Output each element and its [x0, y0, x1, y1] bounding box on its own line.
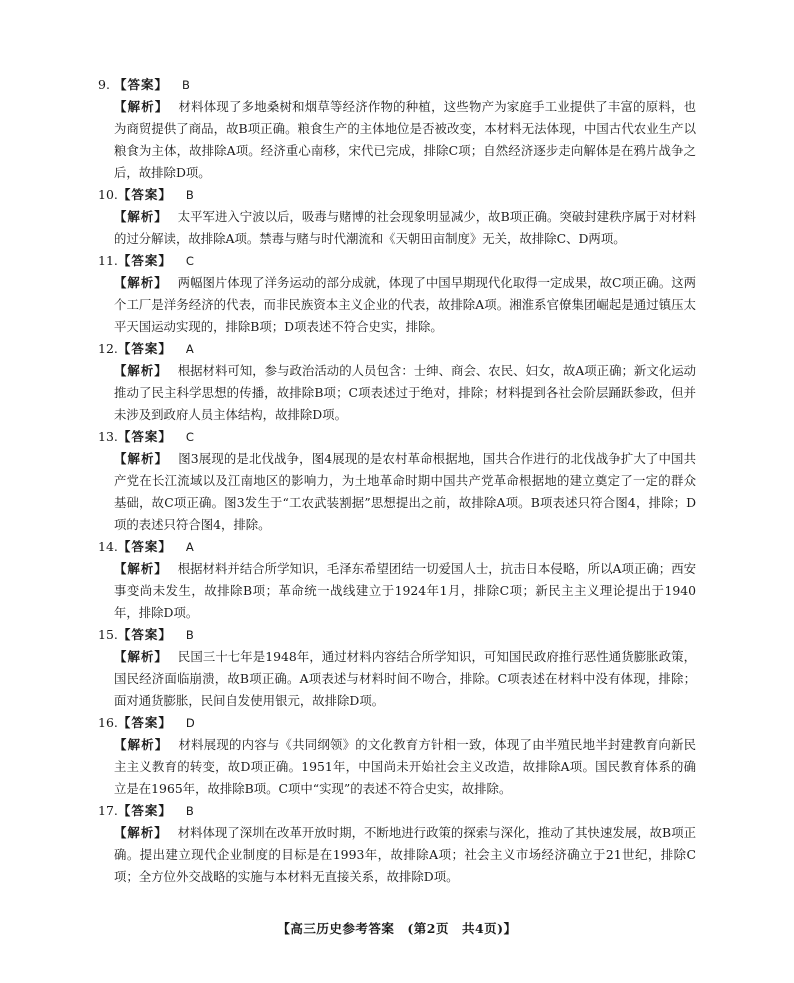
- explanation-tag: 【解析】: [114, 649, 168, 664]
- question-item: [98, 338, 696, 426]
- page-footer: 【高三历史参考答案 (第2页 共4页)】: [277, 921, 517, 936]
- question-number: 11.: [98, 253, 118, 268]
- answer-value: A: [185, 540, 194, 554]
- answer-line: [98, 426, 696, 448]
- explanation-tag: 【解析】: [114, 737, 169, 752]
- answer-line: [98, 624, 696, 646]
- question-number: 13.: [98, 429, 118, 444]
- question-number: 16.: [98, 715, 118, 730]
- explanation: [98, 734, 696, 800]
- explanation-tag: 【解析】: [114, 561, 168, 576]
- answer-tag: 【答案】: [117, 627, 172, 642]
- answer-tag: 【答案】: [117, 429, 172, 444]
- answer-tag: 【答案】: [117, 187, 172, 202]
- answer-line: [98, 712, 696, 734]
- answer-value: C: [185, 254, 194, 268]
- question-number: 14.: [98, 539, 118, 554]
- explanation-text: 太平军进入宁波以后，吸毒与赌博的社会现象明显减少，故B项正确。突破封建秩序属于对材料的过分解读，故排除A项。禁毒与赌与时代潮流和《天朝田亩制度》无关，故排除C、D两项。: [114, 209, 697, 246]
- question-number: 10.: [98, 187, 118, 202]
- answer-line: [98, 800, 696, 822]
- explanation-text: 材料展现的内容与《共同纲领》的文化教育方针相一致，体现了由半殖民地半封建教育向新民主主义教育的转变，故D项正确。1951年，中国尚未开始社会主义改造，故排除A项。国民教育体系的确立是在1965年，故排除B项。C项中“实现”的表述不符合史实，故排除。: [114, 737, 697, 796]
- answer-value: B: [182, 78, 190, 92]
- question-item: [98, 536, 696, 624]
- question-number: 12.: [98, 341, 118, 356]
- question-item: [98, 426, 696, 536]
- explanation-text: 材料体现了深圳在改革开放时期，不断地进行政策的探索与深化，推动了其快速发展，故B项正确。提出建立现代企业制度的目标是在1993年，故排除A项；社会主义市场经济确立于21世纪，排除C项；全方位外交战略的实施与本材料无直接关系，故排除D项。: [114, 825, 697, 884]
- explanation-tag: 【解析】: [114, 451, 169, 466]
- answer-line: [98, 338, 696, 360]
- explanation: [98, 206, 696, 250]
- explanation-tag: 【解析】: [114, 825, 168, 840]
- answer-tag: 【答案】: [117, 715, 172, 730]
- question-item: [98, 712, 696, 800]
- explanation-tag: 【解析】: [114, 275, 168, 290]
- explanation: [98, 96, 696, 184]
- answer-tag: 【答案】: [117, 539, 172, 554]
- explanation: [98, 272, 696, 338]
- question-item: [98, 800, 696, 888]
- answer-tag: 【答案】: [114, 77, 169, 92]
- question-item: [98, 74, 696, 184]
- question-item: [98, 184, 696, 250]
- answer-line: [98, 250, 696, 272]
- answer-tag: 【答案】: [117, 253, 172, 268]
- answer-line: [98, 184, 696, 206]
- answer-tag: 【答案】: [117, 803, 172, 818]
- explanation-text: 根据材料可知，参与政治活动的人员包含：士绅、商会、农民、妇女，故A项正确；新文化运动推动了民主科学思想的传播，故排除B项；C项表述过于绝对，排除；材料提到各社会阶层踊跃参政，但并未涉及到政府人员主体结构，故排除D项。: [114, 363, 697, 422]
- answer-value: B: [185, 188, 194, 202]
- explanation-tag: 【解析】: [114, 363, 168, 378]
- answer-value: B: [185, 628, 194, 642]
- answer-line: [98, 74, 696, 96]
- explanation-text: 图3展现的是北伐战争，图4展现的是农村革命根据地，国共合作进行的北伐战争扩大了中国共产党在长江流域以及江南地区的影响力，为土地革命时期中国共产党革命根据地的建立奠定了一定的群众基础，故C项正确。图3发生于“工农武装割据”思想提出之前，故排除A项。B项表述只符合图4，排除；D项的表述只符合图4，排除。: [114, 451, 696, 532]
- question-number: 15.: [98, 627, 118, 642]
- explanation-tag: 【解析】: [114, 99, 169, 114]
- explanation: [98, 646, 696, 712]
- explanation-text: 材料体现了多地桑树和烟草等经济作物的种植，这些物产为家庭手工业提供了丰富的原料，也为商贸提供了商品，故B项正确。粮食生产的主体地位是否被改变，本材料无法体现，中国古代农业生产以粮食为主体，故排除A项。经济重心南移，宋代已完成，排除C项；自然经济逐步走向解体是在鸦片战争之后，故排除D项。: [114, 99, 697, 180]
- explanation-text: 两幅图片体现了洋务运动的部分成就，体现了中国早期现代化取得一定成果，故C项正确。这两个工厂是洋务经济的代表，而非民族资本主义企业的代表，故排除A项。湘淮系官僚集团崛起是通过镇压太平天国运动实现的，排除B项；D项表述不符合史实，排除。: [114, 275, 697, 334]
- question-item: [98, 624, 696, 712]
- answer-value: D: [185, 716, 195, 730]
- question-item: [98, 250, 696, 338]
- explanation: [98, 822, 696, 888]
- answer-line: [98, 536, 696, 558]
- answer-value: A: [185, 342, 194, 356]
- explanation-text: 民国三十七年是1948年，通过材料内容结合所学知识，可知国民政府推行恶性通货膨胀政策，国民经济面临崩溃，故B项正确。A项表述与材料时间不吻合，排除。C项表述在材料中没有体现，排除；面对通货膨胀，民间自发使用银元，故排除D项。: [114, 649, 696, 708]
- answer-tag: 【答案】: [117, 341, 172, 356]
- explanation: [98, 448, 696, 536]
- answer-list: [98, 74, 696, 888]
- question-number: 9.: [98, 77, 110, 92]
- question-number: 17.: [98, 803, 118, 818]
- answer-value: C: [185, 430, 194, 444]
- answer-value: B: [185, 804, 194, 818]
- explanation-text: 根据材料并结合所学知识，毛泽东希望团结一切爱国人士，抗击日本侵略，所以A项正确；西安事变尚未发生，故排除B项；革命统一战线建立于1924年1月，排除C项；新民主主义理论提出于1940年，排除D项。: [114, 561, 697, 620]
- explanation: [98, 558, 696, 624]
- explanation-tag: 【解析】: [114, 209, 168, 224]
- explanation: [98, 360, 696, 426]
